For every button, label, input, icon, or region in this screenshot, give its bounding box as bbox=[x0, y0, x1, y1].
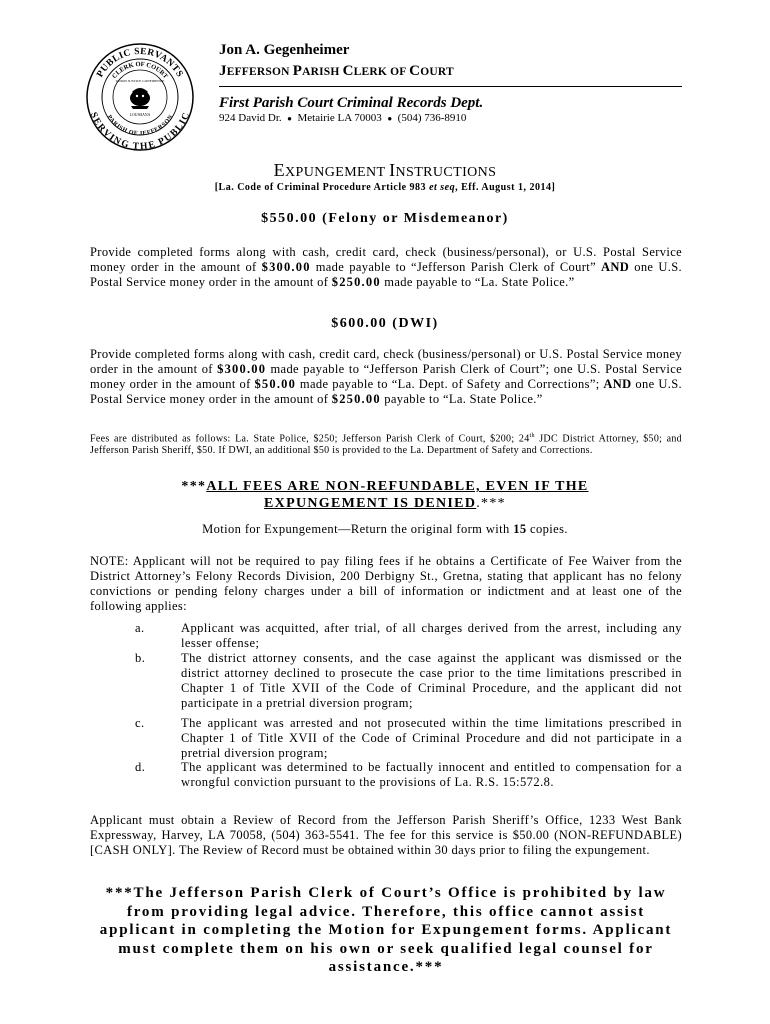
svg-text:PARISH OF JEFFERSON bbox=[106, 114, 175, 137]
pelican-icon bbox=[130, 88, 150, 109]
seal-inner-text-top: CLERK OF COURT bbox=[110, 60, 170, 81]
department-name: First Parish Court Criminal Records Dept. bbox=[219, 95, 484, 111]
fee-distribution-note: Fees are distributed as follows: La. State Police, $250; Jefferson Parish Clerk of Court, $200; 24th JDC District Attorney, $50; and Jefferson Parish Sheriff, $50. If DWI, an additional $50 is provided to the La. Department of Safety and Corrections. bbox=[90, 433, 682, 457]
felony-instructions: Provide completed forms along with cash, credit card, check (business/personal), or U.S. Postal Service money order in the amount of $300.00 made payable to “Jefferson Parish Clerk of Court” AND one U.S. Postal Service money order in the amount of $250.00 made payable to “La. State Police.” bbox=[90, 245, 682, 289]
seal-center-text: UNION JUSTICE CONFIDENCE bbox=[115, 79, 165, 83]
document-title: EXPUNGEMENT INSTRUCTIONS bbox=[273, 160, 497, 180]
dwi-fee-heading: $600.00 (DWI) bbox=[331, 316, 439, 331]
document-page: PUBLIC SERVANTS SERVING THE PUBLIC CLERK OF COURT PARISH OF JEFFERSON UNION JUSTICE CONFIDENCE LOUISIANA Jon A. Gegenheimer JEFFERSON PARISH CLERK OF COURT First Parish Court Criminal Records Dept. 924 David Dr. ● Metairie LA 70003 ● (504) 736-8910 EXPUNGEMENT INSTRUCTIONS [La. Code of Criminal Procedure Article 983 et seq, Eff. August 1, 2014] $550.00 (Felony or Misdemeanor) Provide completed forms along with cash, credit card, check (business/personal), or U.S. Postal Service money order in the amount of $300.00 made payable to “Jefferson Parish Clerk of Court” AND one U.S. Postal Service money order in the amount of $250.00 made payable to “La. State Police.” $600.00 (DWI) Provide completed forms along with cash, credit card, check (business/personal) or U.S. Postal Service money order in the amount of $300.00 made payable to “Jefferson Parish Clerk of Court”; one U.S. Postal Service money order in the amount of $50.00 made payable to “La. Dept. of Safety and Corrections”; AND one U.S. Postal Service money order in the amount of $250.00 payable to “La. State Police.” Fees are distributed as follows: La. State Police, $250; Jefferson Parish Clerk of Court, $200; 24th JDC District Attorney, $50; and Jefferson Parish Sheriff, $50. If DWI, an additional $50 is provided to the La. Department of Safety and Corrections. ***ALL FEES ARE NON-REFUNDABLE, EVEN IF THE EXPUNGEMENT IS DENIED.*** Motion for Expungement—Return the original form with 15 copies. NOTE: Applicant will not be required to pay filing fees if he obtains a Certificate of Fee Waiver from the District Attorney’s Felony Records Division, 200 Derbigny St., Gretna, stating that applicant has no felony convictions or pending felony charges under a bill of information or indictment and at least one of the following applies: a. Applicant was acquitted, after trial, of all charges derived from the arrest, including any lesser offense; b. The district attorney consents, and the case against the applicant was dismissed or the district attorney declined to prosecute the case prior to the time limitations prescribed in Chapter 1 of Title XVII of the Code of Criminal Procedure, and the applicant did not participate in a pretrial diversion program; c. The applicant was arrested and not prosecuted within the time limitations prescribed in Chapter 1 of Title XVII of the Code of Criminal Procedure and did not participate in a pretrial diversion program; d. The applicant was determined to be factually innocent and entitled to compensation for a wrongful conviction pursuant to the provisions of La. R.S. 15:572.8. Applicant must obtain a Review of Record from the Jefferson Parish Sheriff’s Office, 1233 West Bank Expressway, Harvey, LA 70058, (504) 363-5541. The fee for this service is $50.00 (NON-REFUNDABLE)[CASH ONLY]. The Review of Record must be obtained within 30 days prior to filing the expungement. ***The Jefferson Parish Clerk of Court’s Office is prohibited by law from providing legal advice. Therefore, this office cannot assist applicant in completing the Motion for Expungement forms. Applicant must complete them on his own or seek qualified legal counsel for assistance.*** bbox=[0, 0, 770, 1024]
legal-advice-disclaimer: ***The Jefferson Parish Clerk of Court’s Office is prohibited by law from providing legal advice. Therefore, this office cannot assist applicant in completing the Motion for Expungement forms. Applicant must complete them on his own or seek qualified legal counsel for assistance.*** bbox=[99, 885, 673, 975]
non-refundable-warning: ***ALL FEES ARE NON-REFUNDABLE, EVEN IF THE EXPUNGEMENT IS DENIED.*** bbox=[181, 479, 589, 511]
felony-fee-heading: $550.00 (Felony or Misdemeanor) bbox=[261, 211, 509, 226]
seal-inner-text-bottom: PARISH OF JEFFERSON bbox=[105, 114, 175, 138]
document-subtitle: [La. Code of Criminal Procedure Article 983 et seq, Eff. August 1, 2014] bbox=[214, 182, 556, 193]
seal-state-text: LOUISIANA bbox=[129, 113, 151, 117]
motion-copies-instruction: Motion for Expungement—Return the original form with 15 copies. bbox=[202, 522, 568, 536]
clerk-of-court-seal bbox=[85, 42, 195, 152]
svg-text:CLERK OF COURT bbox=[111, 61, 169, 81]
office-title: JEFFERSON PARISH CLERK OF COURT bbox=[219, 63, 454, 79]
review-of-record-instructions: Applicant must obtain a Review of Record from the Jefferson Parish Sheriff’s Office, 1233 West Bank Expressway, Harvey, LA 70058, (504) 363-5541. The fee for this service is $50.00 (NON-REFUNDABLE)[CASH ONLY]. The Review of Record must be obtained within 30 days prior to filing the expungement. bbox=[90, 813, 682, 857]
letterhead-rule bbox=[219, 86, 682, 87]
seal-ring-text-bottom: SERVING THE PUBLIC bbox=[87, 111, 193, 152]
bullet-icon: ● bbox=[287, 114, 292, 123]
seal-ring-text-top: PUBLIC SERVANTS bbox=[95, 46, 185, 80]
dwi-instructions: Provide completed forms along with cash, credit card, check (business/personal) or U.S. Postal Service money order in the amount of $300.00 made payable to “Jefferson Parish Clerk of Court”; one U.S. Postal Service money order in the amount of $50.00 made payable to “La. Dept. of Safety and Corrections”; AND one U.S. Postal Service money order in the amount of $250.00 payable to “La. State Police.” bbox=[90, 347, 682, 406]
fee-waiver-note: NOTE: Applicant will not be required to pay filing fees if he obtains a Certificate of Fee Waiver from the District Attorney’s Felony Records Division, 200 Derbigny St., Gretna, stating that applicant has no felony convictions or pending felony charges under a bill of information or indictment and at least one of the following applies: bbox=[90, 554, 682, 613]
bullet-icon: ● bbox=[387, 114, 393, 123]
clerk-name: Jon A. Gegenheimer bbox=[219, 42, 350, 58]
department-address: 924 David Dr. ● Metairie LA 70003 ● (504) 736-8910 bbox=[219, 112, 467, 124]
